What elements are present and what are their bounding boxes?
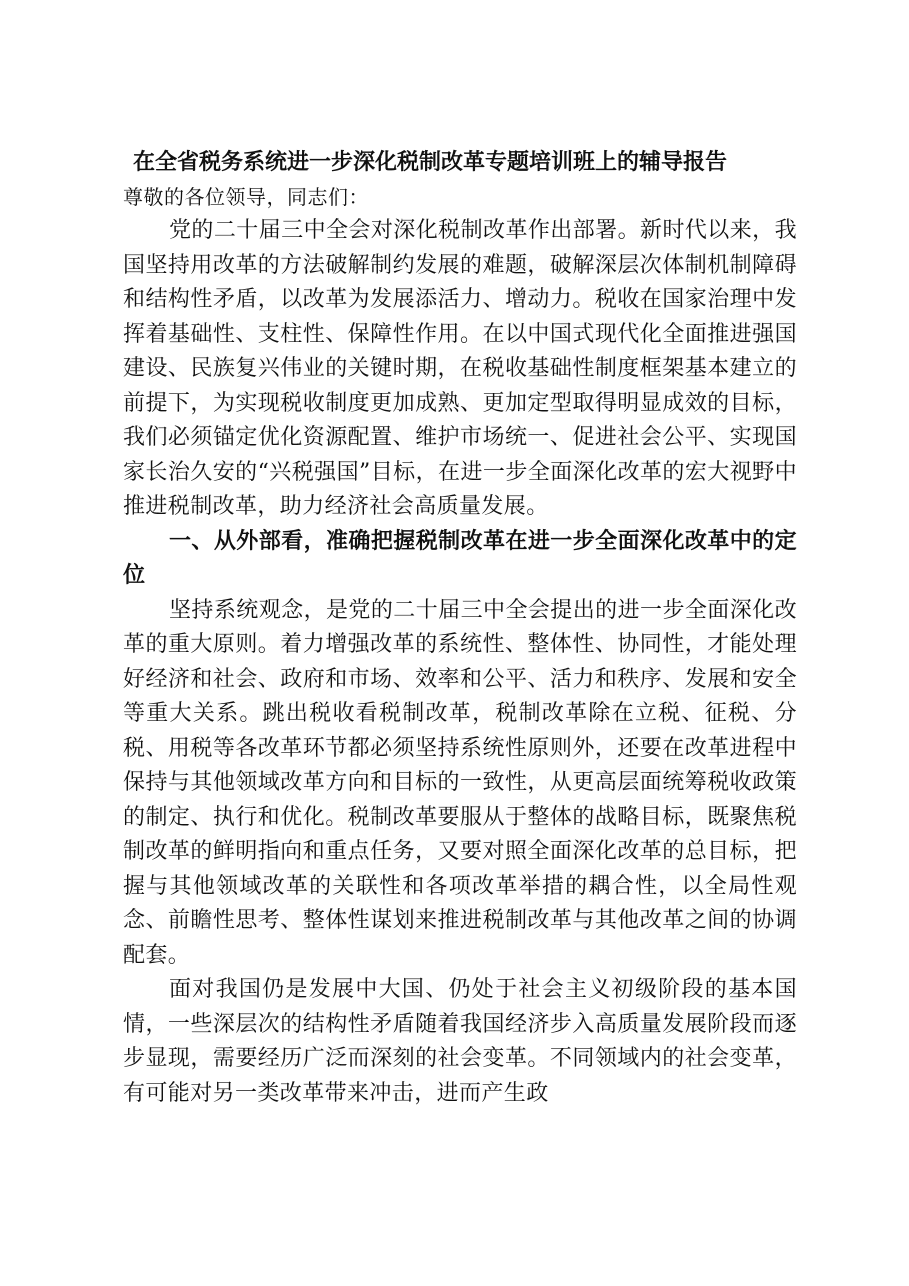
- section-heading-1: 一、从外部看，准确把握税制改革在进一步全面深化改革中的定位: [123, 528, 797, 588]
- paragraph-intro: 党的二十届三中全会对深化税制改革作出部署。新时代以来，我国坚持用改革的方法破解制约发展的难题，破解深层次体制机制障碍和结构性矛盾，以改革为发展添活力、增动力。税收在国家治理中发挥着基础性、支柱性、保障性作用。在以中国式现代化全面推进强国建设、民族复兴伟业的关键时期，在税收基础性制度框架基本建立的前提下，为实现税收制度更加成熟、更加定型取得明显成效的目标，我们必须锚定优化资源配置、维护市场统一、促进社会公平、实现国家长治久安的“兴税强国”目标，在进一步全面深化改革的宏大视野中推进税制改革，助力经济社会高质量发展。: [123, 218, 797, 519]
- document-body: [123, 146, 797, 1111]
- salutation: 尊敬的各位领导，同志们：: [123, 185, 369, 209]
- paragraph-section1-1: 坚持系统观念，是党的二十届三中全会提出的进一步全面深化改革的重大原则。着力增强改革的系统性、整体性、协同性，才能处理好经济和社会、政府和市场、效率和公平、活力和秩序、发展和安全等重大关系。跳出税收看税制改革，税制改革除在立税、征税、分税、用税等各改革环节都必须坚持系统性原则外，还要在改革进程中保持与其他领域改革方向和目标的一致性，从更高层面统筹税收政策的制定、执行和优化。税制改革要服从于整体的战略目标，既聚焦税制改革的鲜明指向和重点任务，又要对照全面深化改革的总目标，把握与其他领域改革的关联性和各项改革举措的耦合性，以全局性观念、前瞻性思考、整体性谋划来推进税制改革与其他改革之间的协调配套。: [123, 597, 797, 968]
- document-title: 在全省税务系统进一步深化税制改革专题培训班上的辅导报告: [133, 150, 728, 175]
- paragraph-section1-2: 面对我国仍是发展中大国、仍处于社会主义初级阶段的基本国情，一些深层次的结构性矛盾随着我国经济步入高质量发展阶段而逐步显现，需要经历广泛而深刻的社会变革。不同领域内的社会变革，有可能对另一类改革带来冲击，进而产生政: [123, 977, 797, 1106]
